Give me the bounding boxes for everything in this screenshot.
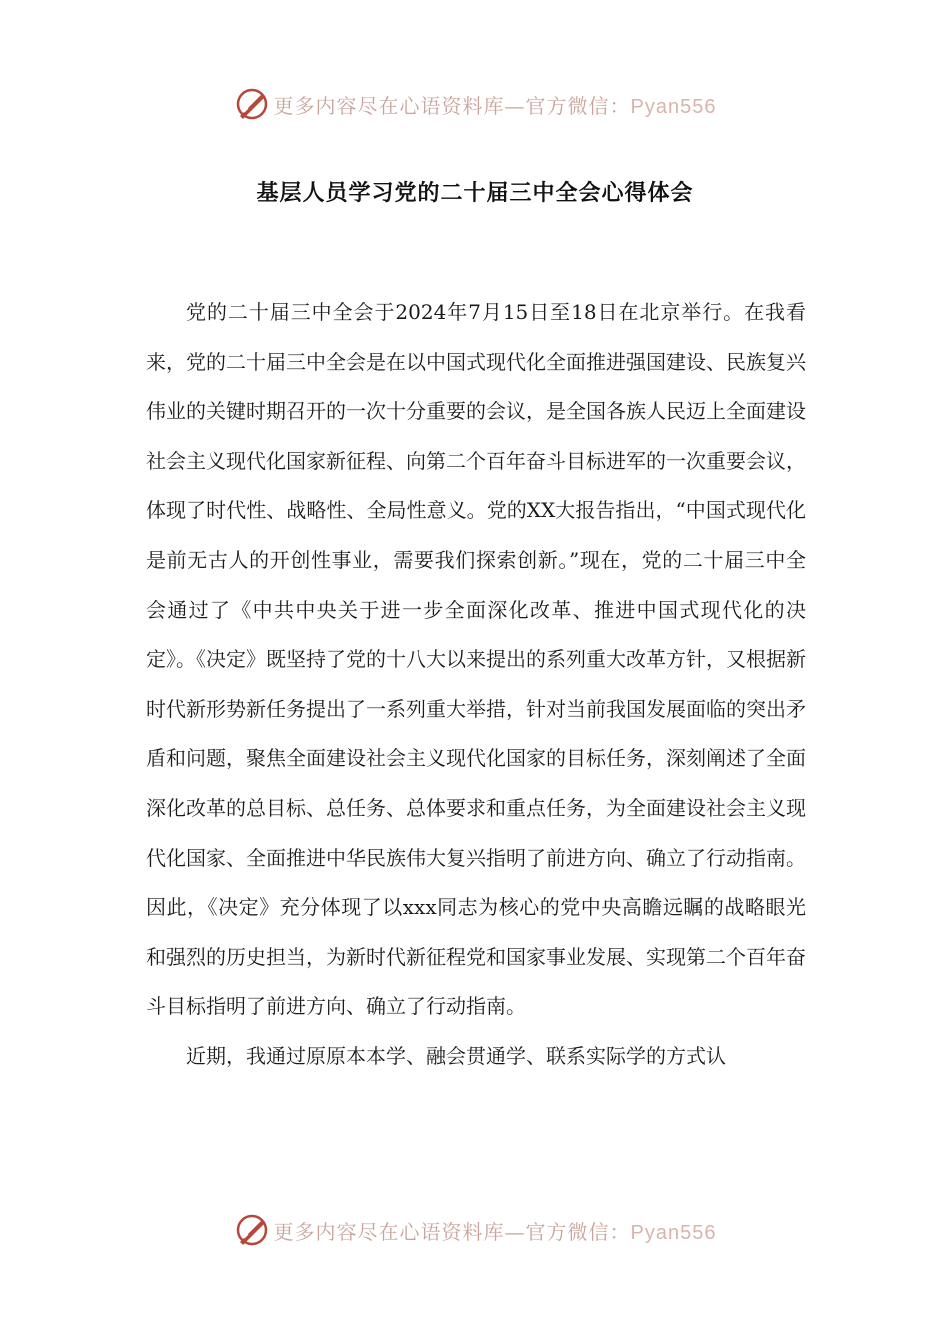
footer-banner — [0, 1210, 950, 1250]
header-banner-text: 更多内容尽在心语资料库—官方微信：Pyan556 — [273, 93, 717, 118]
document-body — [146, 288, 806, 1082]
footer-wechat-id: Pyan556 — [630, 1221, 717, 1244]
header-banner — [0, 84, 950, 124]
paragraph-1: 党的二十届三中全会于2024年7月15日至18日在北京举行。在我看来，党的二十届三中全会是在以中国式现代化全面推进强国建设、民族复兴伟业的关键时期召开的一次十分重要的会议，是全国各族人民迈上全面建设社会主义现代化国家新征程、向第二个百年奋斗目标进军的一次重要会议，体现了时代性、战略性、全局性意义。党的XX大报告指出，“中国式现代化是前无古人的开创性事业，需要我们探索创新。”现在，党的二十届三中全会通过了《中共中央关于进一步全面深化改革、推进中国式现代化的决定》。《决定》既坚持了党的十八大以来提出的系列重大改革方针，又根据新时代新形势新任务提出了一系列重大举措，针对当前我国发展面临的突出矛盾和问题，聚焦全面建设社会主义现代化国家的目标任务，深刻阐述了全面深化改革的总目标、总任务、总体要求和重点任务，为全面建设社会主义现代化国家、全面推进中华民族伟大复兴指明了前进方向、确立了行动指南。因此，《决定》充分体现了以xxx同志为核心的党中央高瞻远瞩的战略眼光和强烈的历史担当，为新时代新征程党和国家事业发展、实现第二个百年奋斗目标指明了前进方向、确立了行动指南。 — [146, 300, 806, 1019]
document-title: 基层人员学习党的二十届三中全会心得体会 — [256, 180, 694, 206]
footer-banner-text: 更多内容尽在心语资料库—官方微信：Pyan556 — [273, 1219, 717, 1244]
paragraph-2: 近期，我通过原原本本学、融会贯通学、联系实际学的方式认 — [186, 1043, 726, 1068]
pen-circle-logo-icon — [234, 1212, 270, 1248]
pen-circle-logo-icon — [234, 86, 270, 122]
header-wechat-id: Pyan556 — [630, 95, 717, 118]
